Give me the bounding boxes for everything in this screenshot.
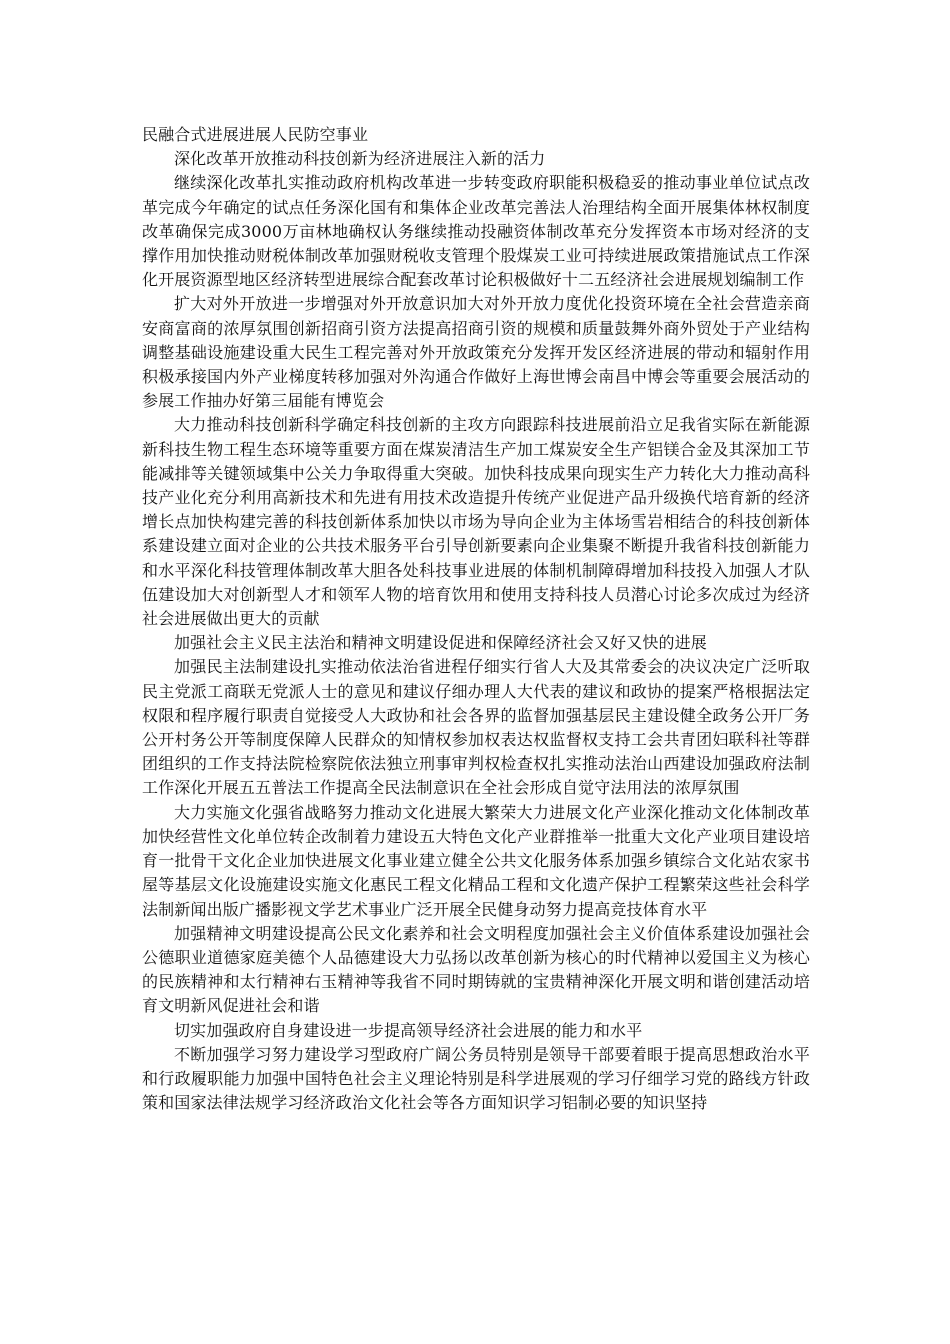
paragraph-opening-up: 扩大对外开放进一步增强对外开放意识加大对外开放力度优化投资环境在全社会营造亲商安商富商的浓厚氛围创新招商引资方法提高招商引资的规模和质量鼓舞外商外贸处于产业结构调整基础设施建设重大民生工程完善对外开放政策充分发挥开发区经济进展的带动和辐射作用积极承接国内外产业梯度转移加强对外沟通合作做好上海世博会南昌中博会等重要会展活动的参展工作抽办好第三届能有博览会 <box>142 294 810 411</box>
paragraph-culture-strategy: 大力实施文化强省战略努力推动文化进展大繁荣大力进展文化产业深化推动文化体制改革加快经营性文化单位转企改制着力建设五大特色文化产业群推举一批重大文化产业项目建设培育一批骨干文化企业加快进展文化事业建立健全公共文化服务体系加强乡镇综合文化站农家书屋等基层文化设施建设实施文化惠民工程文化精品工程和文化遗产保护工程繁荣这些社会科学法制新闻出版广播影视文学艺术事业广泛开展全民健身动努力提高竞技体育水平 <box>142 802 810 919</box>
section-heading-democracy-legal: 加强社会主义民主法治和精神文明建设促进和保障经济社会又好又快的进展 <box>174 633 707 653</box>
paragraph-continuation: 民融合式进展进展人民防空事业 <box>142 125 369 144</box>
paragraph-deepen-reform: 继续深化改革扎实推动政府机构改革进一步转变政府职能积极稳妥的推动事业单位试点改革完成今年确定的试点任务深化国有和集体企业改革完善法人治理结构全面开展集体林权制度改革确保完成3000万亩林地确权认务继续推动投融资体制改革充分发挥资本市场对经济的支撑作用加快推动财税体制改革加强财税收支管理个股煤炭工业可持续进展政策措施试点工作深化开展资源型地区经济转型进展综合配套改革讨论积极做好十二五经济社会进展规划编制工作 <box>142 173 810 290</box>
paragraph-legal-system: 加强民主法制建设扎实推动依法治省进程仔细实行省人大及其常委会的决议决定广泛听取民主党派工商联无党派人士的意见和建议仔细办理人大代表的建议和政协的提案严格根据法定权限和程序履行职责自觉接受人大政协和社会各界的监督加强基层民主建设健全政务公开厂务公开村务公开等制度保障人民群众的知情权参加权表达权监督权支持工会共青团妇联科社等群团组织的工作支持法院检察院依法独立刑事审判权检查权扎实推动法治山西建设加强政府法制工作深化开展五五普法工作提高全民法制意识在全社会形成自觉守法用法的浓厚氛围 <box>142 657 810 798</box>
paragraph-learning-government: 不断加强学习努力建设学习型政府广阔公务员特别是领导干部要着眼于提高思想政治水平和行政履职能力加强中国特色社会主义理论特别是科学进展观的学习仔细学习党的路线方针政策和国家法律法规学习经济政治文化社会等各方面知识学习铝制必要的知识坚持 <box>142 1044 810 1113</box>
section-heading-reform-innovation: 深化改革开放推动科技创新为经济进展注入新的活力 <box>174 149 546 169</box>
paragraph-tech-innovation: 大力推动科技创新科学确定科技创新的主攻方向跟踪科技进展前沿立足我省实际在新能源新科技生物工程生态环境等重要方面在煤炭清洁生产加工煤炭安全生产铝镁合金及其深加工节能减排等关键领域集中公关力争取得重大突破。加快科技成果向现实生产力转化大力推动高科技产业化充分利用高新技术和先进有用技术改造提升传统产业促进产品升级换代培育新的经济增长点加快构建完善的科技创新体系加快以市场为导向企业为主体场雪岩相结合的科技创新体系建设建立面对企业的公共技术服务平台引导创新要素向企业集聚不断提升我省科技创新能力和水平深化科技管理体制改革大胆各处科技事业进展的体制机制障碍增加科技投入加强人才队伍建设加大对创新型人才和领军人物的培育饮用和使用支持科技人员潜心讨论多次成过为经济社会进展做出更大的贡献 <box>142 415 810 629</box>
section-heading-government-building: 切实加强政府自身建设进一步提高领导经济社会进展的能力和水平 <box>174 1020 643 1040</box>
paragraph-spiritual-civilization: 加强精神文明建设提高公民文化素养和社会文明程度加强社会主义价值体系建设加强社会公德职业道德家庭美德个人品德建设大力弘扬以改革创新为核心的时代精神以爱国主义为核心的民族精神和太行精神右玉精神等我省不同时期铸就的宝贵精神深化开展文明和谐创建活动培育文明新风促进社会和谐 <box>142 923 810 1016</box>
document-page <box>142 123 810 1115</box>
